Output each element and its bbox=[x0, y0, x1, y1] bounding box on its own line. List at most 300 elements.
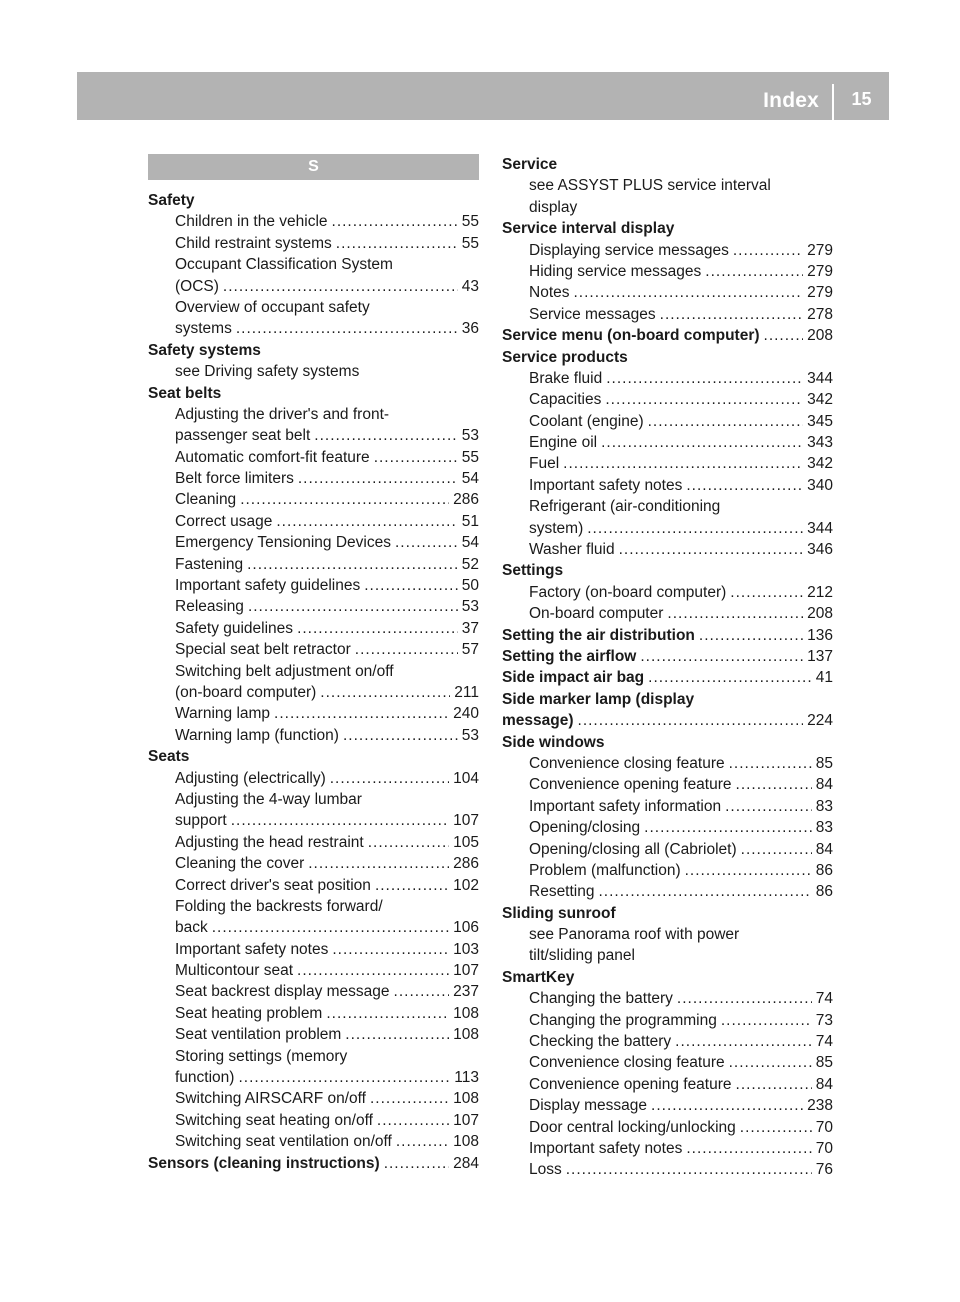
dot-leader bbox=[384, 1153, 449, 1174]
page-reference: 224 bbox=[807, 712, 833, 730]
dot-leader bbox=[308, 853, 449, 874]
index-entry-heading: Service products bbox=[502, 348, 628, 366]
dot-leader bbox=[648, 667, 812, 688]
page-header-bar bbox=[77, 72, 889, 120]
page-reference: 108 bbox=[453, 1090, 479, 1108]
entry-label: Fastening bbox=[175, 555, 244, 573]
dot-leader bbox=[685, 860, 812, 881]
index-entry-heading: Safety bbox=[148, 192, 195, 209]
index-entry-heading bbox=[502, 325, 833, 346]
page-reference: 108 bbox=[453, 1133, 479, 1151]
index-subentry bbox=[148, 810, 479, 831]
dot-leader bbox=[699, 625, 803, 646]
index-subentry bbox=[148, 981, 479, 1002]
index-subentry bbox=[502, 582, 833, 603]
page-reference: 237 bbox=[453, 983, 479, 1001]
entry-label: Setting the air distribution bbox=[502, 626, 695, 644]
index-entry-heading bbox=[502, 710, 833, 731]
dot-leader bbox=[705, 261, 803, 282]
entry-label: Resetting bbox=[529, 883, 595, 901]
dot-leader bbox=[394, 981, 450, 1002]
index-subentry bbox=[148, 276, 479, 297]
dot-leader bbox=[247, 554, 458, 575]
entry-label: Child restraint systems bbox=[175, 234, 332, 252]
index-subentry bbox=[148, 554, 479, 575]
dot-leader bbox=[320, 682, 450, 703]
index-subentry bbox=[502, 860, 833, 881]
entry-label: Important safety information bbox=[529, 797, 722, 815]
index-entry-list bbox=[148, 190, 479, 1174]
entry-label: Cleaning bbox=[175, 491, 237, 509]
entry-label: message) bbox=[502, 712, 574, 730]
index-subentry bbox=[502, 1138, 833, 1159]
index-entry-list bbox=[502, 154, 833, 1181]
index-subentry-text: tilt/sliding panel bbox=[529, 947, 635, 965]
dot-leader bbox=[274, 703, 449, 724]
index-entry-heading: Side marker lamp (display bbox=[502, 690, 695, 708]
page-reference: 102 bbox=[453, 876, 479, 894]
entry-label: Switching AIRSCARF on/off bbox=[175, 1090, 366, 1108]
page-reference: 55 bbox=[461, 448, 479, 466]
index-subentry-text: Refrigerant (air-conditioning bbox=[529, 498, 721, 516]
dot-leader bbox=[667, 603, 803, 624]
page-reference: 108 bbox=[453, 1026, 479, 1044]
dot-leader bbox=[764, 325, 804, 346]
index-subentry bbox=[148, 596, 479, 617]
index-subentry bbox=[502, 1159, 833, 1180]
dot-leader bbox=[587, 518, 803, 539]
entry-label: Checking the battery bbox=[529, 1033, 672, 1051]
index-subentry-text: display bbox=[529, 198, 578, 216]
entry-label: Important safety notes bbox=[529, 1139, 683, 1157]
dot-leader bbox=[651, 1095, 803, 1116]
entry-label: Important safety notes bbox=[529, 476, 683, 494]
entry-label: Convenience opening feature bbox=[529, 776, 732, 794]
index-subentry bbox=[148, 1131, 479, 1152]
page-reference: 36 bbox=[461, 320, 479, 338]
entry-label: Switching seat ventilation on/off bbox=[175, 1133, 392, 1151]
entry-label: Safety guidelines bbox=[175, 619, 294, 637]
index-subentry bbox=[148, 703, 479, 724]
index-subentry-text: Adjusting the driver's and front- bbox=[175, 405, 390, 423]
page-reference: 107 bbox=[453, 1111, 479, 1129]
page-reference: 284 bbox=[453, 1154, 479, 1172]
index-subentry bbox=[148, 682, 479, 703]
dot-leader bbox=[686, 475, 803, 496]
entry-label: Special seat belt retractor bbox=[175, 641, 351, 659]
entry-label: Changing the programming bbox=[529, 1011, 717, 1029]
page-reference: 55 bbox=[461, 213, 479, 231]
entry-label: Correct usage bbox=[175, 512, 273, 530]
page-reference: 113 bbox=[454, 1069, 479, 1087]
entry-label: Important safety guidelines bbox=[175, 577, 361, 595]
entry-label: Problem (malfunction) bbox=[529, 861, 681, 879]
page-header-title: Index bbox=[763, 89, 819, 112]
page-reference: 107 bbox=[453, 962, 479, 980]
index-subentry bbox=[148, 917, 479, 938]
entry-label: Changing the battery bbox=[529, 990, 673, 1008]
dot-leader bbox=[644, 817, 812, 838]
index-subentry bbox=[502, 453, 833, 474]
dot-leader bbox=[330, 768, 449, 789]
index-subentry-text: see ASSYST PLUS service interval bbox=[529, 177, 771, 195]
dot-leader bbox=[297, 618, 458, 639]
page-reference: 279 bbox=[807, 241, 833, 259]
page-reference: 212 bbox=[807, 583, 833, 601]
index-subentry bbox=[502, 1010, 833, 1031]
dot-leader bbox=[640, 646, 803, 667]
entry-label: Sensors (cleaning instructions) bbox=[148, 1154, 380, 1172]
index-entry-heading bbox=[502, 625, 833, 646]
entry-label: Door central locking/unlocking bbox=[529, 1118, 736, 1136]
page-reference: 286 bbox=[453, 491, 479, 509]
entry-label: Service messages bbox=[529, 305, 656, 323]
index-subentry bbox=[148, 1024, 479, 1045]
index-subentry bbox=[148, 725, 479, 746]
dot-leader bbox=[660, 304, 803, 325]
page-reference: 51 bbox=[461, 512, 479, 530]
section-letter-heading: S bbox=[148, 154, 479, 180]
index-subentry bbox=[502, 603, 833, 624]
dot-leader bbox=[619, 539, 804, 560]
index-subentry bbox=[502, 1095, 833, 1116]
page-reference: 43 bbox=[461, 277, 479, 295]
entry-label: Emergency Tensioning Devices bbox=[175, 534, 391, 552]
dot-leader bbox=[729, 753, 812, 774]
index-subentry bbox=[148, 211, 479, 232]
index-subentry bbox=[148, 618, 479, 639]
entry-label: Correct driver's seat position bbox=[175, 876, 371, 894]
index-entry-heading: Seats bbox=[148, 748, 190, 766]
entry-label: Seat ventilation problem bbox=[175, 1026, 342, 1044]
dot-leader bbox=[741, 839, 812, 860]
dot-leader bbox=[601, 432, 803, 453]
entry-label: Service menu (on-board computer) bbox=[502, 327, 760, 345]
dot-leader bbox=[297, 960, 449, 981]
index-entry-heading: Seat belts bbox=[148, 384, 222, 402]
dot-leader bbox=[364, 575, 458, 596]
dot-leader bbox=[332, 939, 449, 960]
page-reference: 84 bbox=[815, 1075, 833, 1093]
index-subentry bbox=[502, 389, 833, 410]
page-reference: 108 bbox=[453, 1004, 479, 1022]
page-reference: 286 bbox=[453, 855, 479, 873]
index-subentry bbox=[148, 447, 479, 468]
dot-leader bbox=[648, 411, 804, 432]
entry-label: Notes bbox=[529, 284, 570, 302]
page-reference: 54 bbox=[461, 534, 479, 552]
page-reference: 279 bbox=[807, 262, 833, 280]
index-subentry bbox=[148, 853, 479, 874]
index-subentry bbox=[148, 532, 479, 553]
dot-leader bbox=[574, 282, 804, 303]
index-entry-heading: Safety systems bbox=[148, 341, 261, 359]
entry-label: Releasing bbox=[175, 598, 244, 616]
page-reference: 340 bbox=[807, 476, 833, 494]
dot-leader bbox=[248, 596, 458, 617]
index-subentry bbox=[502, 1031, 833, 1052]
index-subentry bbox=[148, 1003, 479, 1024]
entry-label: system) bbox=[529, 519, 584, 537]
entry-label: Side impact air bag bbox=[502, 669, 645, 687]
index-entry-heading bbox=[148, 1153, 479, 1174]
dot-leader bbox=[606, 368, 803, 389]
index-subentry bbox=[502, 518, 833, 539]
page-reference: 342 bbox=[807, 391, 833, 409]
dot-leader bbox=[236, 318, 458, 339]
dot-leader bbox=[355, 639, 458, 660]
page-reference: 53 bbox=[461, 427, 479, 445]
page-reference: 107 bbox=[453, 812, 479, 830]
dot-leader bbox=[721, 1010, 812, 1031]
dot-leader bbox=[238, 1067, 450, 1088]
index-subentry bbox=[148, 939, 479, 960]
page-reference: 279 bbox=[807, 284, 833, 302]
dot-leader bbox=[395, 532, 458, 553]
index-entry-heading: Side windows bbox=[502, 733, 605, 751]
page-reference: 136 bbox=[807, 626, 833, 644]
entry-label: Adjusting the head restraint bbox=[175, 833, 364, 851]
dot-leader bbox=[675, 1031, 812, 1052]
entry-label: Convenience closing feature bbox=[529, 1054, 725, 1072]
dot-leader bbox=[326, 1003, 449, 1024]
page-reference: 343 bbox=[807, 434, 833, 452]
index-subentry bbox=[148, 489, 479, 510]
index-subentry bbox=[148, 1110, 479, 1131]
page-reference: 344 bbox=[807, 369, 833, 387]
dot-leader bbox=[563, 453, 803, 474]
dot-leader bbox=[314, 425, 457, 446]
index-subentry bbox=[148, 318, 479, 339]
index-entry-heading: Sliding sunroof bbox=[502, 904, 616, 922]
index-subentry-text: see Panorama roof with power bbox=[529, 926, 740, 944]
index-subentry bbox=[148, 1088, 479, 1109]
index-subentry bbox=[502, 539, 833, 560]
page-reference: 74 bbox=[815, 990, 833, 1008]
page-reference: 84 bbox=[815, 840, 833, 858]
index-subentry bbox=[502, 796, 833, 817]
index-subentry-text: see Driving safety systems bbox=[175, 363, 360, 381]
index-subentry bbox=[148, 468, 479, 489]
dot-leader bbox=[725, 796, 812, 817]
entry-label: (OCS) bbox=[175, 277, 219, 295]
entry-label: Warning lamp (function) bbox=[175, 726, 339, 744]
page-reference: 85 bbox=[815, 1054, 833, 1072]
dot-leader bbox=[374, 447, 458, 468]
page-reference: 208 bbox=[807, 605, 833, 623]
index-subentry bbox=[148, 960, 479, 981]
index-subentry bbox=[148, 575, 479, 596]
dot-leader bbox=[686, 1138, 811, 1159]
page-reference: 211 bbox=[454, 683, 479, 701]
page-reference: 55 bbox=[461, 234, 479, 252]
dot-leader bbox=[736, 774, 812, 795]
entry-label: Opening/closing bbox=[529, 819, 641, 837]
entry-label: Switching seat heating on/off bbox=[175, 1111, 373, 1129]
page-reference: 345 bbox=[807, 412, 833, 430]
dot-leader bbox=[730, 582, 803, 603]
page-reference: 86 bbox=[815, 861, 833, 879]
index-entry-heading bbox=[502, 667, 833, 688]
page-reference: 137 bbox=[807, 647, 833, 665]
index-subentry-text: Storing settings (memory bbox=[175, 1047, 348, 1065]
index-subentry bbox=[502, 881, 833, 902]
index-subentry bbox=[502, 753, 833, 774]
entry-label: Coolant (engine) bbox=[529, 412, 644, 430]
index-entry-heading: Service bbox=[502, 156, 558, 173]
page-reference: 70 bbox=[815, 1118, 833, 1136]
page-reference: 57 bbox=[461, 641, 479, 659]
index-subentry-text: Overview of occupant safety bbox=[175, 298, 370, 316]
entry-label: Washer fluid bbox=[529, 541, 615, 559]
index-subentry bbox=[148, 1067, 479, 1088]
index-subentry-text: Occupant Classification System bbox=[175, 256, 393, 274]
page-reference: 278 bbox=[807, 305, 833, 323]
index-subentry bbox=[502, 839, 833, 860]
index-subentry bbox=[502, 774, 833, 795]
entry-label: Cleaning the cover bbox=[175, 855, 305, 873]
index-entry-heading: Service interval display bbox=[502, 220, 675, 238]
index-entry-heading: Settings bbox=[502, 562, 564, 580]
dot-leader bbox=[276, 511, 457, 532]
dot-leader bbox=[566, 1159, 812, 1180]
entry-label: Setting the airflow bbox=[502, 647, 637, 665]
page-reference: 41 bbox=[815, 669, 833, 687]
page-reference: 238 bbox=[807, 1097, 833, 1115]
dot-leader bbox=[733, 240, 803, 261]
entry-label: Engine oil bbox=[529, 434, 598, 452]
page-reference: 53 bbox=[461, 598, 479, 616]
entry-label: Hiding service messages bbox=[529, 262, 702, 280]
dot-leader bbox=[336, 233, 458, 254]
index-subentry bbox=[502, 432, 833, 453]
dot-leader bbox=[375, 875, 449, 896]
page-reference: 53 bbox=[461, 726, 479, 744]
page-reference: 83 bbox=[815, 797, 833, 815]
page-reference: 86 bbox=[815, 883, 833, 901]
entry-label: Factory (on-board computer) bbox=[529, 583, 727, 601]
entry-label: Children in the vehicle bbox=[175, 213, 328, 231]
page-reference: 54 bbox=[461, 470, 479, 488]
dot-leader bbox=[605, 389, 803, 410]
entry-label: support bbox=[175, 812, 227, 830]
entry-label: Convenience opening feature bbox=[529, 1075, 732, 1093]
dot-leader bbox=[677, 988, 812, 1009]
entry-label: Opening/closing all (Cabriolet) bbox=[529, 840, 737, 858]
dot-leader bbox=[740, 1117, 812, 1138]
dot-leader bbox=[578, 710, 804, 731]
dot-leader bbox=[240, 489, 449, 510]
index-subentry bbox=[502, 261, 833, 282]
index-subentry bbox=[502, 282, 833, 303]
dot-leader bbox=[396, 1131, 449, 1152]
entry-label: Automatic comfort-fit feature bbox=[175, 448, 370, 466]
dot-leader bbox=[368, 832, 449, 853]
index-subentry-text: Adjusting the 4-way lumbar bbox=[175, 790, 362, 808]
page-reference: 346 bbox=[807, 541, 833, 559]
index-subentry bbox=[502, 240, 833, 261]
index-subentry bbox=[148, 511, 479, 532]
page-reference: 240 bbox=[453, 705, 479, 723]
entry-label: Seat backrest display message bbox=[175, 983, 390, 1001]
page-reference: 76 bbox=[815, 1161, 833, 1179]
entry-label: Seat heating problem bbox=[175, 1004, 323, 1022]
dot-leader bbox=[231, 810, 449, 831]
index-subentry bbox=[502, 368, 833, 389]
page-reference: 85 bbox=[815, 754, 833, 772]
entry-label: Important safety notes bbox=[175, 940, 329, 958]
dot-leader bbox=[332, 211, 458, 232]
index-subentry bbox=[502, 988, 833, 1009]
index-entry-heading bbox=[502, 646, 833, 667]
entry-label: Loss bbox=[529, 1161, 562, 1179]
page-reference: 37 bbox=[461, 619, 479, 637]
entry-label: passenger seat belt bbox=[175, 427, 311, 445]
dot-leader bbox=[298, 468, 458, 489]
entry-label: Brake fluid bbox=[529, 369, 603, 387]
entry-label: back bbox=[175, 919, 208, 937]
dot-leader bbox=[212, 917, 449, 938]
entry-label: Capacities bbox=[529, 391, 602, 409]
index-subentry bbox=[502, 475, 833, 496]
dot-leader bbox=[370, 1088, 449, 1109]
entry-label: Convenience closing feature bbox=[529, 754, 725, 772]
index-subentry bbox=[148, 832, 479, 853]
page-reference: 208 bbox=[807, 327, 833, 345]
index-subentry bbox=[148, 639, 479, 660]
page-number: 15 bbox=[851, 89, 872, 109]
entry-label: (on-board computer) bbox=[175, 683, 317, 701]
page-reference: 84 bbox=[815, 776, 833, 794]
dot-leader bbox=[345, 1024, 449, 1045]
index-subentry bbox=[502, 411, 833, 432]
page-reference: 342 bbox=[807, 455, 833, 473]
page-reference: 74 bbox=[815, 1033, 833, 1051]
page-reference: 73 bbox=[815, 1011, 833, 1029]
entry-label: On-board computer bbox=[529, 605, 664, 623]
index-subentry bbox=[148, 875, 479, 896]
index-subentry bbox=[148, 768, 479, 789]
entry-label: Displaying service messages bbox=[529, 241, 729, 259]
index-subentry bbox=[148, 425, 479, 446]
index-subentry bbox=[502, 1052, 833, 1073]
page-reference: 83 bbox=[815, 819, 833, 837]
index-subentry bbox=[502, 1074, 833, 1095]
page-reference: 103 bbox=[453, 940, 479, 958]
entry-label: systems bbox=[175, 320, 232, 338]
page-reference: 50 bbox=[461, 577, 479, 595]
dot-leader bbox=[598, 881, 811, 902]
page-reference: 105 bbox=[453, 833, 479, 851]
dot-leader bbox=[223, 276, 458, 297]
page-reference: 70 bbox=[815, 1139, 833, 1157]
entry-label: Adjusting (electrically) bbox=[175, 769, 326, 787]
dot-leader bbox=[343, 725, 458, 746]
index-subentry bbox=[502, 817, 833, 838]
page-reference: 106 bbox=[453, 919, 479, 937]
page-reference: 52 bbox=[461, 555, 479, 573]
index-subentry bbox=[502, 1117, 833, 1138]
index-subentry bbox=[502, 304, 833, 325]
index-entry-heading: SmartKey bbox=[502, 968, 575, 986]
index-subentry bbox=[148, 233, 479, 254]
entry-label: Fuel bbox=[529, 455, 560, 473]
index-subentry-text: Folding the backrests forward/ bbox=[175, 897, 383, 915]
entry-label: Display message bbox=[529, 1097, 648, 1115]
entry-label: function) bbox=[175, 1069, 235, 1087]
index-subentry-text: Switching belt adjustment on/off bbox=[175, 662, 394, 680]
dot-leader bbox=[377, 1110, 449, 1131]
